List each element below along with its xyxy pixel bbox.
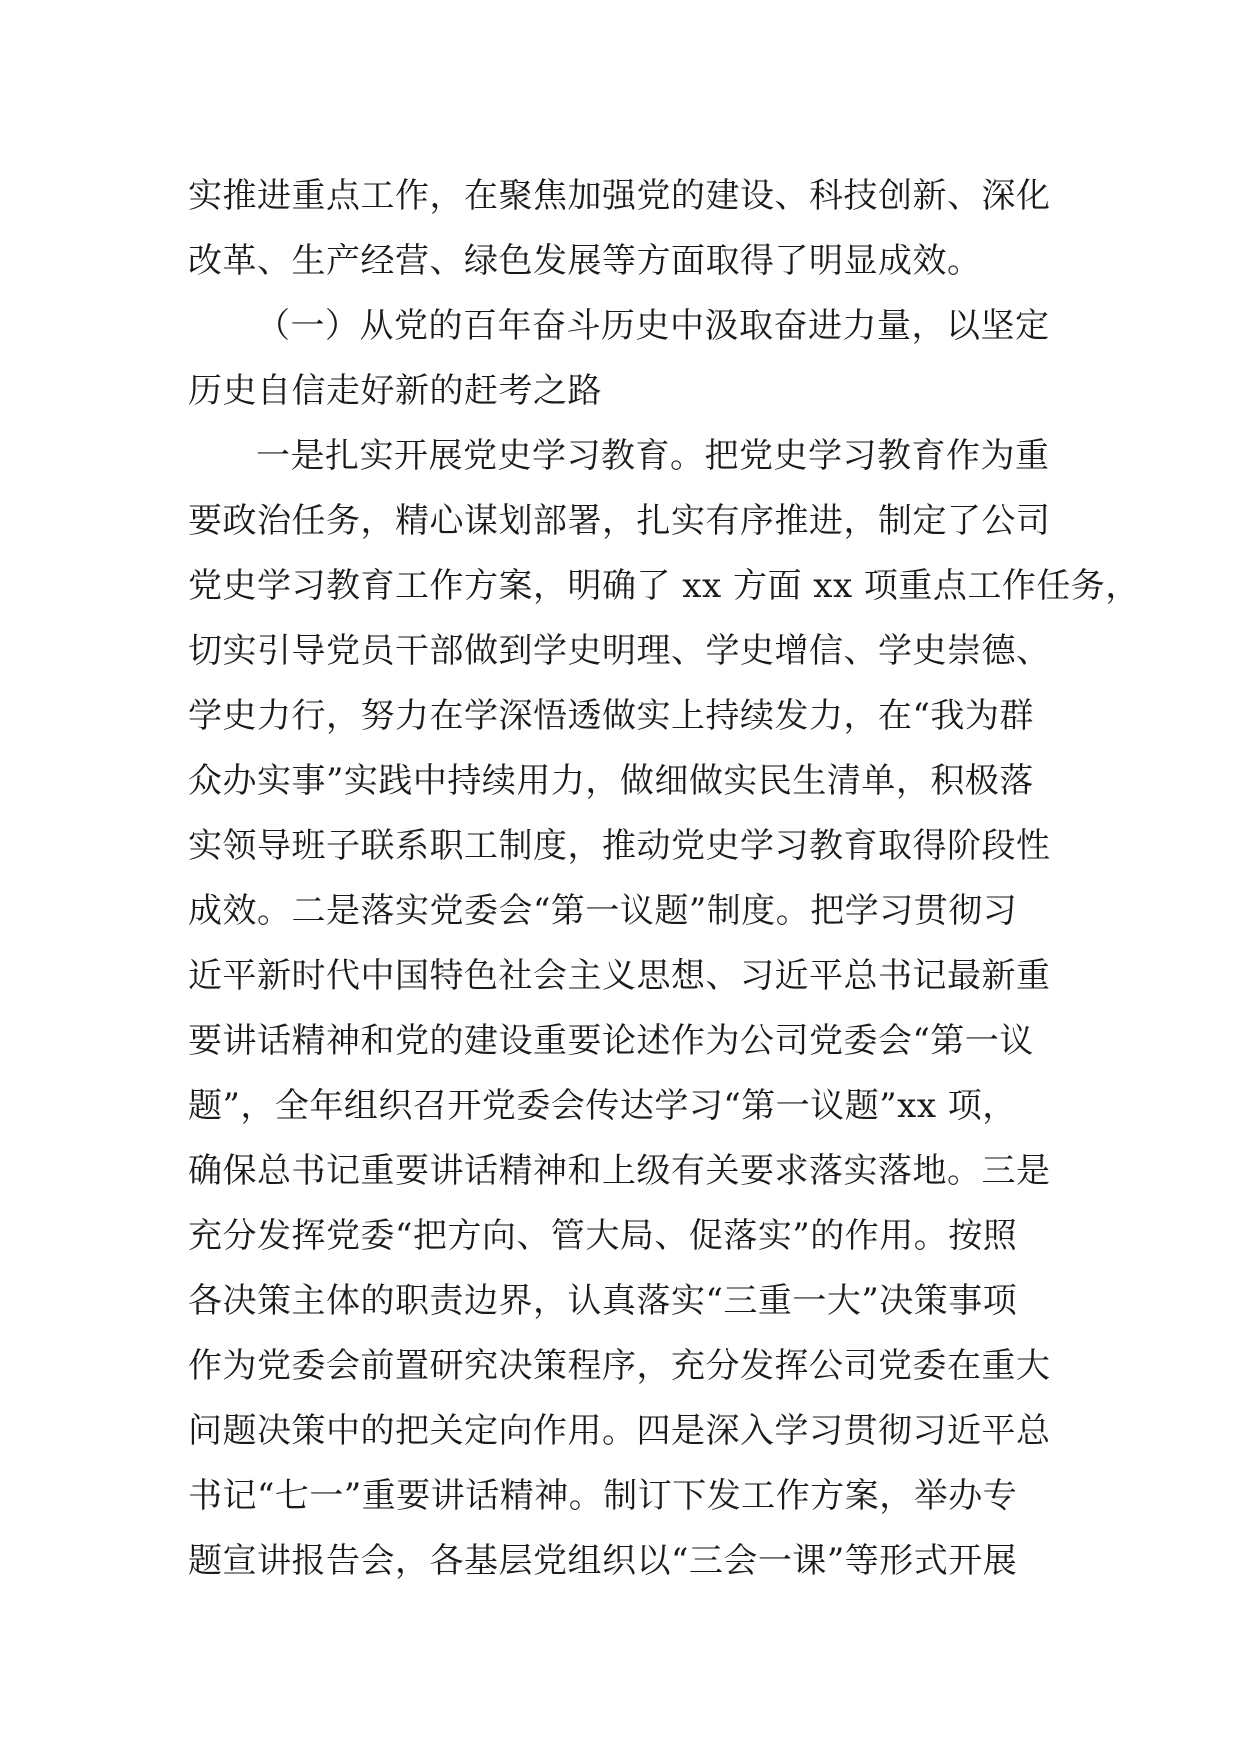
- text-line: 学史力行，努力在学深悟透做实上持续发力，在“我为群: [188, 696, 1034, 736]
- body-text: [188, 164, 1140, 1594]
- text-line: 各决策主体的职责边界，认真落实“三重一大”决策事项: [188, 1281, 1018, 1321]
- text-line: 成效。二是落实党委会“第一议题”制度。把学习贯彻习: [188, 891, 1018, 931]
- text-line: 切实引导党员干部做到学史明理、学史增信、学史崇德、: [188, 631, 1051, 671]
- paragraph-first-line: 一是扎实开展党史学习教育。把党史学习教育作为重: [256, 436, 1050, 476]
- section-heading-line: （一）从党的百年奋斗历史中汲取奋进力量，以坚定: [256, 306, 1050, 346]
- text-line: 书记“七一”重要讲话精神。制订下发工作方案，举办专: [188, 1476, 1018, 1516]
- text-line: 确保总书记重要讲话精神和上级有关要求落实落地。三是: [188, 1151, 1051, 1191]
- text-line: 题”，全年组织召开党委会传达学习“第一议题”xx 项，: [188, 1086, 1017, 1126]
- text-line: 改革、生产经营、绿色发展等方面取得了明显成效。: [188, 241, 982, 281]
- text-line: 众办实事”实践中持续用力，做细做实民生清单，积极落: [188, 761, 1034, 801]
- text-line: 要讲话精神和党的建设重要论述作为公司党委会“第一议: [188, 1021, 1034, 1061]
- text-line: 充分发挥党委“把方向、管大局、促落实”的作用。按照: [188, 1216, 1018, 1256]
- text-line: 党史学习教育工作方案，明确了 xx 方面 xx 项重点工作任务，: [188, 566, 1140, 606]
- section-heading-line: 历史自信走好新的赶考之路: [188, 371, 602, 411]
- text-line: 题宣讲报告会，各基层党组织以“三会一课”等形式开展: [188, 1541, 1018, 1581]
- text-line: 作为党委会前置研究决策程序，充分发挥公司党委在重大: [188, 1346, 1051, 1386]
- text-line: 实领导班子联系职工制度，推动党史学习教育取得阶段性: [188, 826, 1051, 866]
- text-line: 问题决策中的把关定向作用。四是深入学习贯彻习近平总: [188, 1411, 1051, 1451]
- text-line: 实推进重点工作，在聚焦加强党的建设、科技创新、深化: [188, 176, 1051, 216]
- text-line: 要政治任务，精心谋划部署，扎实有序推进，制定了公司: [188, 501, 1051, 541]
- text-line: 近平新时代中国特色社会主义思想、习近平总书记最新重: [188, 956, 1051, 996]
